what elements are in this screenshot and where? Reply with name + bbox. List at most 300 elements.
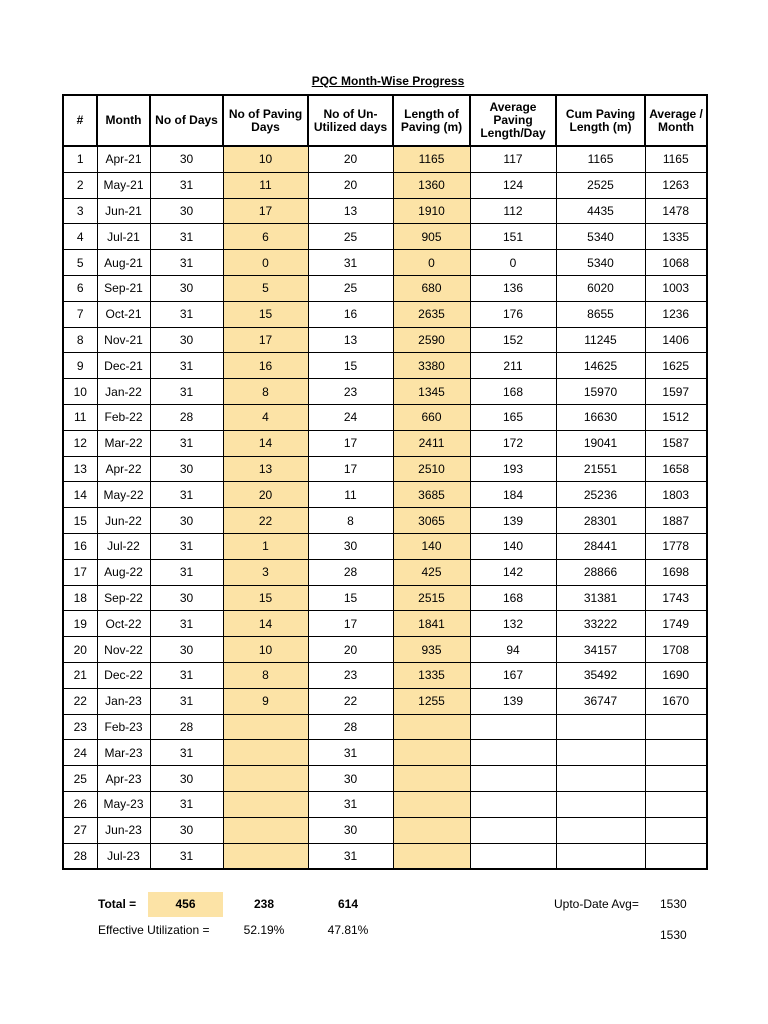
row-cum-length: 5340: [556, 224, 645, 250]
row-paving-days: 20: [223, 482, 308, 508]
row-paving-length: [393, 740, 470, 766]
row-paving-days: 15: [223, 301, 308, 327]
row-paving-days: 14: [223, 430, 308, 456]
row-cum-length: 19041: [556, 430, 645, 456]
row-index: 22: [63, 688, 97, 714]
row-no-of-days: 30: [150, 585, 223, 611]
row-paving-length: 3380: [393, 353, 470, 379]
row-avg-per-month: [645, 791, 707, 817]
row-month: Mar-23: [97, 740, 150, 766]
row-unutilized-days: 15: [308, 353, 393, 379]
table-row: [63, 198, 707, 224]
row-paving-days: [223, 714, 308, 740]
second-avg-value: 1530: [660, 928, 687, 942]
row-month: Jul-22: [97, 533, 150, 559]
row-avg-length-per-day: 176: [470, 301, 556, 327]
row-paving-length: 660: [393, 404, 470, 430]
row-avg-length-per-day: 184: [470, 482, 556, 508]
row-unutilized-days: 17: [308, 611, 393, 637]
row-index: 4: [63, 224, 97, 250]
row-avg-length-per-day: 193: [470, 456, 556, 482]
row-avg-per-month: 1778: [645, 533, 707, 559]
row-paving-days: [223, 817, 308, 843]
row-avg-length-per-day: [470, 791, 556, 817]
upto-date-avg-label: Upto-Date Avg=: [554, 897, 639, 911]
row-cum-length: 15970: [556, 379, 645, 405]
row-no-of-days: 31: [150, 533, 223, 559]
row-unutilized-days: 17: [308, 456, 393, 482]
table-row: [63, 533, 707, 559]
row-cum-length: 28866: [556, 559, 645, 585]
row-paving-length: 2515: [393, 585, 470, 611]
row-cum-length: 31381: [556, 585, 645, 611]
row-avg-per-month: 1698: [645, 559, 707, 585]
row-paving-days: 11: [223, 172, 308, 198]
row-avg-length-per-day: 165: [470, 404, 556, 430]
row-cum-length: 35492: [556, 662, 645, 688]
row-cum-length: 2525: [556, 172, 645, 198]
row-paving-length: 2510: [393, 456, 470, 482]
table-row: [63, 327, 707, 353]
header-row: [63, 95, 707, 146]
row-avg-per-month: 1003: [645, 275, 707, 301]
table-row: [63, 353, 707, 379]
row-unutilized-days: 11: [308, 482, 393, 508]
table-body: [63, 146, 707, 869]
row-no-of-days: 31: [150, 611, 223, 637]
row-no-of-days: 30: [150, 275, 223, 301]
row-month: Oct-22: [97, 611, 150, 637]
row-paving-length: 425: [393, 559, 470, 585]
table-row: [63, 172, 707, 198]
row-unutilized-days: 31: [308, 843, 393, 869]
header-paving-length: Length of Paving (m): [393, 95, 470, 146]
table-row: [63, 379, 707, 405]
row-avg-per-month: [645, 843, 707, 869]
row-paving-days: 14: [223, 611, 308, 637]
row-index: 5: [63, 250, 97, 276]
row-no-of-days: 30: [150, 198, 223, 224]
table-row: [63, 456, 707, 482]
row-paving-days: 17: [223, 327, 308, 353]
row-avg-length-per-day: 124: [470, 172, 556, 198]
row-index: 3: [63, 198, 97, 224]
header-avg-length-per-day: Average Paving Length/Day: [470, 95, 556, 146]
row-no-of-days: 30: [150, 456, 223, 482]
row-month: Jan-22: [97, 379, 150, 405]
row-avg-per-month: 1406: [645, 327, 707, 353]
row-paving-length: [393, 817, 470, 843]
row-unutilized-days: 13: [308, 198, 393, 224]
row-no-of-days: 31: [150, 224, 223, 250]
row-avg-length-per-day: 167: [470, 662, 556, 688]
row-paving-length: [393, 714, 470, 740]
row-avg-length-per-day: [470, 817, 556, 843]
row-unutilized-days: 8: [308, 508, 393, 534]
header-avg-per-month: Average / Month: [645, 95, 707, 146]
row-avg-length-per-day: 139: [470, 508, 556, 534]
row-cum-length: 4435: [556, 198, 645, 224]
row-index: 17: [63, 559, 97, 585]
row-avg-per-month: 1708: [645, 637, 707, 663]
row-no-of-days: 30: [150, 508, 223, 534]
row-month: Nov-21: [97, 327, 150, 353]
row-paving-length: 935: [393, 637, 470, 663]
row-avg-length-per-day: 136: [470, 275, 556, 301]
row-avg-length-per-day: 168: [470, 379, 556, 405]
row-paving-days: 8: [223, 662, 308, 688]
row-avg-per-month: 1803: [645, 482, 707, 508]
row-month: Jun-22: [97, 508, 150, 534]
row-unutilized-days: 28: [308, 559, 393, 585]
row-unutilized-days: 13: [308, 327, 393, 353]
row-index: 23: [63, 714, 97, 740]
row-index: 27: [63, 817, 97, 843]
row-no-of-days: 31: [150, 379, 223, 405]
row-avg-length-per-day: 94: [470, 637, 556, 663]
row-month: Jun-21: [97, 198, 150, 224]
total-days: 614: [337, 897, 359, 911]
row-paving-days: 9: [223, 688, 308, 714]
row-index: 28: [63, 843, 97, 869]
row-cum-length: [556, 817, 645, 843]
row-paving-days: 0: [223, 250, 308, 276]
row-month: May-22: [97, 482, 150, 508]
row-cum-length: 28441: [556, 533, 645, 559]
row-unutilized-days: 31: [308, 791, 393, 817]
table-row: [63, 637, 707, 663]
row-unutilized-days: 24: [308, 404, 393, 430]
row-cum-length: 11245: [556, 327, 645, 353]
row-paving-length: 140: [393, 533, 470, 559]
row-avg-per-month: 1478: [645, 198, 707, 224]
row-avg-length-per-day: [470, 843, 556, 869]
row-avg-per-month: 1587: [645, 430, 707, 456]
table-row: [63, 817, 707, 843]
row-no-of-days: 30: [150, 637, 223, 663]
row-index: 15: [63, 508, 97, 534]
table-row: [63, 791, 707, 817]
row-unutilized-days: 30: [308, 533, 393, 559]
row-month: Jul-23: [97, 843, 150, 869]
row-month: Apr-22: [97, 456, 150, 482]
row-cum-length: 1165: [556, 146, 645, 172]
upto-date-avg-value: 1530: [660, 897, 687, 911]
row-index: 8: [63, 327, 97, 353]
row-index: 16: [63, 533, 97, 559]
table-row: [63, 482, 707, 508]
row-index: 18: [63, 585, 97, 611]
row-unutilized-days: 28: [308, 714, 393, 740]
row-unutilized-days: 17: [308, 430, 393, 456]
row-no-of-days: 28: [150, 714, 223, 740]
row-cum-length: 21551: [556, 456, 645, 482]
row-avg-length-per-day: 139: [470, 688, 556, 714]
header-month: Month: [97, 95, 150, 146]
row-unutilized-days: 30: [308, 766, 393, 792]
row-avg-length-per-day: 0: [470, 250, 556, 276]
row-paving-length: 1345: [393, 379, 470, 405]
table-row: [63, 146, 707, 172]
row-unutilized-days: 25: [308, 224, 393, 250]
row-month: May-23: [97, 791, 150, 817]
row-paving-length: 1841: [393, 611, 470, 637]
row-paving-days: 3: [223, 559, 308, 585]
row-cum-length: 28301: [556, 508, 645, 534]
row-paving-days: [223, 843, 308, 869]
row-paving-length: [393, 791, 470, 817]
row-cum-length: 14625: [556, 353, 645, 379]
row-unutilized-days: 31: [308, 250, 393, 276]
row-avg-per-month: 1690: [645, 662, 707, 688]
row-index: 2: [63, 172, 97, 198]
row-month: Aug-21: [97, 250, 150, 276]
row-no-of-days: 30: [150, 817, 223, 843]
row-avg-per-month: 1743: [645, 585, 707, 611]
row-avg-per-month: [645, 740, 707, 766]
row-paving-days: 17: [223, 198, 308, 224]
row-avg-per-month: 1512: [645, 404, 707, 430]
row-no-of-days: 31: [150, 301, 223, 327]
row-paving-days: [223, 740, 308, 766]
row-cum-length: 36747: [556, 688, 645, 714]
row-no-of-days: 31: [150, 430, 223, 456]
table-row: [63, 714, 707, 740]
row-unutilized-days: 20: [308, 146, 393, 172]
row-avg-per-month: 1658: [645, 456, 707, 482]
row-no-of-days: 28: [150, 404, 223, 430]
row-month: Jul-21: [97, 224, 150, 250]
row-month: Sep-22: [97, 585, 150, 611]
row-paving-days: 15: [223, 585, 308, 611]
row-unutilized-days: 22: [308, 688, 393, 714]
table-row: [63, 611, 707, 637]
row-month: Nov-22: [97, 637, 150, 663]
row-paving-days: 8: [223, 379, 308, 405]
row-paving-length: [393, 843, 470, 869]
row-avg-length-per-day: 132: [470, 611, 556, 637]
row-cum-length: [556, 791, 645, 817]
table-row: [63, 688, 707, 714]
row-paving-length: 3685: [393, 482, 470, 508]
row-unutilized-days: 23: [308, 662, 393, 688]
row-paving-days: 4: [223, 404, 308, 430]
row-avg-per-month: [645, 766, 707, 792]
row-paving-length: 2635: [393, 301, 470, 327]
row-avg-per-month: 1165: [645, 146, 707, 172]
row-cum-length: [556, 740, 645, 766]
row-no-of-days: 31: [150, 843, 223, 869]
row-cum-length: 6020: [556, 275, 645, 301]
progress-table: [62, 94, 708, 870]
row-index: 24: [63, 740, 97, 766]
row-paving-days: 22: [223, 508, 308, 534]
row-index: 6: [63, 275, 97, 301]
row-paving-length: [393, 766, 470, 792]
row-month: Oct-21: [97, 301, 150, 327]
table-row: [63, 404, 707, 430]
header-unutilized-days: No of Un-Utilized days: [308, 95, 393, 146]
row-index: 11: [63, 404, 97, 430]
row-no-of-days: 31: [150, 791, 223, 817]
header-no-of-days: No of Days: [150, 95, 223, 146]
header-cum-length: Cum Paving Length (m): [556, 95, 645, 146]
row-index: 13: [63, 456, 97, 482]
row-paving-days: 13: [223, 456, 308, 482]
row-cum-length: 16630: [556, 404, 645, 430]
row-paving-length: 1360: [393, 172, 470, 198]
row-paving-days: 1: [223, 533, 308, 559]
row-paving-days: [223, 791, 308, 817]
row-avg-per-month: 1625: [645, 353, 707, 379]
row-no-of-days: 30: [150, 146, 223, 172]
effective-paving-pct: 52.19%: [243, 923, 285, 937]
row-index: 14: [63, 482, 97, 508]
table-row: [63, 740, 707, 766]
row-avg-length-per-day: [470, 766, 556, 792]
row-cum-length: [556, 766, 645, 792]
row-index: 1: [63, 146, 97, 172]
row-index: 19: [63, 611, 97, 637]
row-unutilized-days: 20: [308, 637, 393, 663]
header-paving-days: No of Paving Days: [223, 95, 308, 146]
row-unutilized-days: 25: [308, 275, 393, 301]
row-month: Jan-23: [97, 688, 150, 714]
row-paving-days: [223, 766, 308, 792]
row-no-of-days: 31: [150, 740, 223, 766]
row-index: 21: [63, 662, 97, 688]
row-month: Feb-22: [97, 404, 150, 430]
row-paving-length: 2411: [393, 430, 470, 456]
effective-unutilized-pct: 47.81%: [327, 923, 369, 937]
row-month: Dec-22: [97, 662, 150, 688]
effective-utilization-label: Effective Utilization =: [98, 923, 210, 937]
row-cum-length: 33222: [556, 611, 645, 637]
row-no-of-days: 31: [150, 482, 223, 508]
row-no-of-days: 31: [150, 250, 223, 276]
row-unutilized-days: 30: [308, 817, 393, 843]
row-index: 7: [63, 301, 97, 327]
row-paving-days: 16: [223, 353, 308, 379]
row-avg-length-per-day: 168: [470, 585, 556, 611]
row-unutilized-days: 15: [308, 585, 393, 611]
row-avg-length-per-day: 152: [470, 327, 556, 353]
header-index: #: [63, 95, 97, 146]
row-index: 12: [63, 430, 97, 456]
table-row: [63, 224, 707, 250]
row-avg-per-month: 1068: [645, 250, 707, 276]
row-month: Apr-23: [97, 766, 150, 792]
row-avg-per-month: 1263: [645, 172, 707, 198]
row-paving-days: 10: [223, 637, 308, 663]
row-month: May-21: [97, 172, 150, 198]
total-label: Total =: [98, 897, 137, 911]
row-cum-length: 25236: [556, 482, 645, 508]
row-paving-length: 0: [393, 250, 470, 276]
row-avg-length-per-day: 142: [470, 559, 556, 585]
row-avg-per-month: 1887: [645, 508, 707, 534]
row-paving-length: 3065: [393, 508, 470, 534]
table-row: [63, 662, 707, 688]
row-month: Feb-23: [97, 714, 150, 740]
row-index: 10: [63, 379, 97, 405]
row-paving-length: 1165: [393, 146, 470, 172]
row-avg-per-month: 1597: [645, 379, 707, 405]
row-avg-per-month: 1236: [645, 301, 707, 327]
row-paving-days: 5: [223, 275, 308, 301]
row-cum-length: 5340: [556, 250, 645, 276]
row-index: 20: [63, 637, 97, 663]
row-no-of-days: 30: [150, 766, 223, 792]
row-avg-length-per-day: 140: [470, 533, 556, 559]
row-avg-per-month: [645, 817, 707, 843]
row-avg-per-month: [645, 714, 707, 740]
row-month: Sep-21: [97, 275, 150, 301]
total-paving-days: 456: [175, 897, 196, 911]
table-row: [63, 766, 707, 792]
row-avg-length-per-day: 151: [470, 224, 556, 250]
row-month: Dec-21: [97, 353, 150, 379]
row-month: Jun-23: [97, 817, 150, 843]
row-avg-length-per-day: 172: [470, 430, 556, 456]
row-cum-length: 34157: [556, 637, 645, 663]
table-row: [63, 301, 707, 327]
table-row: [63, 559, 707, 585]
row-index: 9: [63, 353, 97, 379]
table-row: [63, 508, 707, 534]
table-row: [63, 275, 707, 301]
table-row: [63, 843, 707, 869]
row-month: Aug-22: [97, 559, 150, 585]
row-paving-days: 10: [223, 146, 308, 172]
table-row: [63, 430, 707, 456]
row-unutilized-days: 23: [308, 379, 393, 405]
row-no-of-days: 30: [150, 327, 223, 353]
row-unutilized-days: 20: [308, 172, 393, 198]
row-cum-length: 8655: [556, 301, 645, 327]
row-avg-length-per-day: 211: [470, 353, 556, 379]
row-avg-per-month: 1670: [645, 688, 707, 714]
row-no-of-days: 31: [150, 353, 223, 379]
row-paving-length: 905: [393, 224, 470, 250]
row-paving-length: 1255: [393, 688, 470, 714]
row-paving-length: 2590: [393, 327, 470, 353]
row-avg-length-per-day: 112: [470, 198, 556, 224]
row-cum-length: [556, 843, 645, 869]
total-unutilized-days: 238: [253, 897, 275, 911]
row-month: Apr-21: [97, 146, 150, 172]
row-index: 26: [63, 791, 97, 817]
row-month: Mar-22: [97, 430, 150, 456]
row-paving-length: 1910: [393, 198, 470, 224]
row-avg-per-month: 1749: [645, 611, 707, 637]
row-paving-days: 6: [223, 224, 308, 250]
table-row: [63, 250, 707, 276]
row-unutilized-days: 31: [308, 740, 393, 766]
sheet-title: PQC Month-Wise Progress: [311, 74, 465, 88]
row-paving-length: 680: [393, 275, 470, 301]
row-no-of-days: 31: [150, 688, 223, 714]
row-avg-length-per-day: [470, 740, 556, 766]
row-cum-length: [556, 714, 645, 740]
row-no-of-days: 31: [150, 172, 223, 198]
row-avg-length-per-day: 117: [470, 146, 556, 172]
row-no-of-days: 31: [150, 559, 223, 585]
row-no-of-days: 31: [150, 662, 223, 688]
row-avg-per-month: 1335: [645, 224, 707, 250]
row-paving-length: 1335: [393, 662, 470, 688]
row-unutilized-days: 16: [308, 301, 393, 327]
